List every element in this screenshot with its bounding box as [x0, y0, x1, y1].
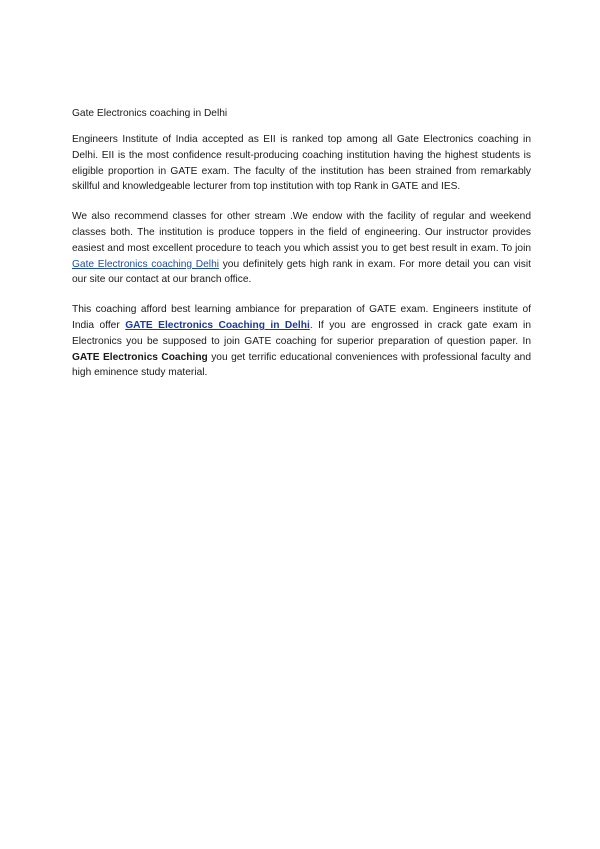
gate-electronics-coaching-delhi-link[interactable]: Gate Electronics coaching Delhi [72, 258, 220, 270]
paragraph-1: Engineers Institute of India accepted as EII is ranked top among all Gate Electronics coaching in Delhi. EII is the most confidence result-producing coaching institution having the highest students is eligible proportion in GATE exam. The faculty of the institution has been strained from remarkably skillful and knowledgeable lecturer from top institution with top Rank in GATE and IES. [72, 134, 531, 193]
paragraph-2-text-after: you definitely gets high rank in exam. For more detail you can visit our site our contact at our branch office. [72, 258, 531, 286]
document-title: Gate Electronics coaching in Delhi [72, 108, 228, 119]
paragraph-3-text-after: you get terrific educational conveniences with professional faculty and high eminence study material. [72, 351, 531, 379]
gate-electronics-coaching-bold: GATE Electronics Coaching [72, 351, 208, 363]
paragraph-2 [72, 209, 531, 288]
document-page [72, 106, 531, 395]
paragraph-3-text-before: This coaching afford best learning ambiance for preparation of GATE exam. Engineers institute of India offer [72, 304, 531, 331]
paragraph-3 [72, 302, 531, 381]
paragraph-2-text-before: We also recommend classes for other stream .We endow with the facility of regular and weekend classes both. The institution is produce toppers in the field of engineering. Our instructor provides easiest and most excellent procedure to teach you which assist you to get best result in exam. To join [72, 211, 531, 254]
paragraph-3-text-middle: . If you are engrossed in crack gate exam in Electronics you be supposed to join GATE coaching for superior preparation of question paper. In [72, 319, 531, 347]
gate-electronics-coaching-in-delhi-link[interactable]: GATE Electronics Coaching in Delhi [125, 319, 310, 331]
